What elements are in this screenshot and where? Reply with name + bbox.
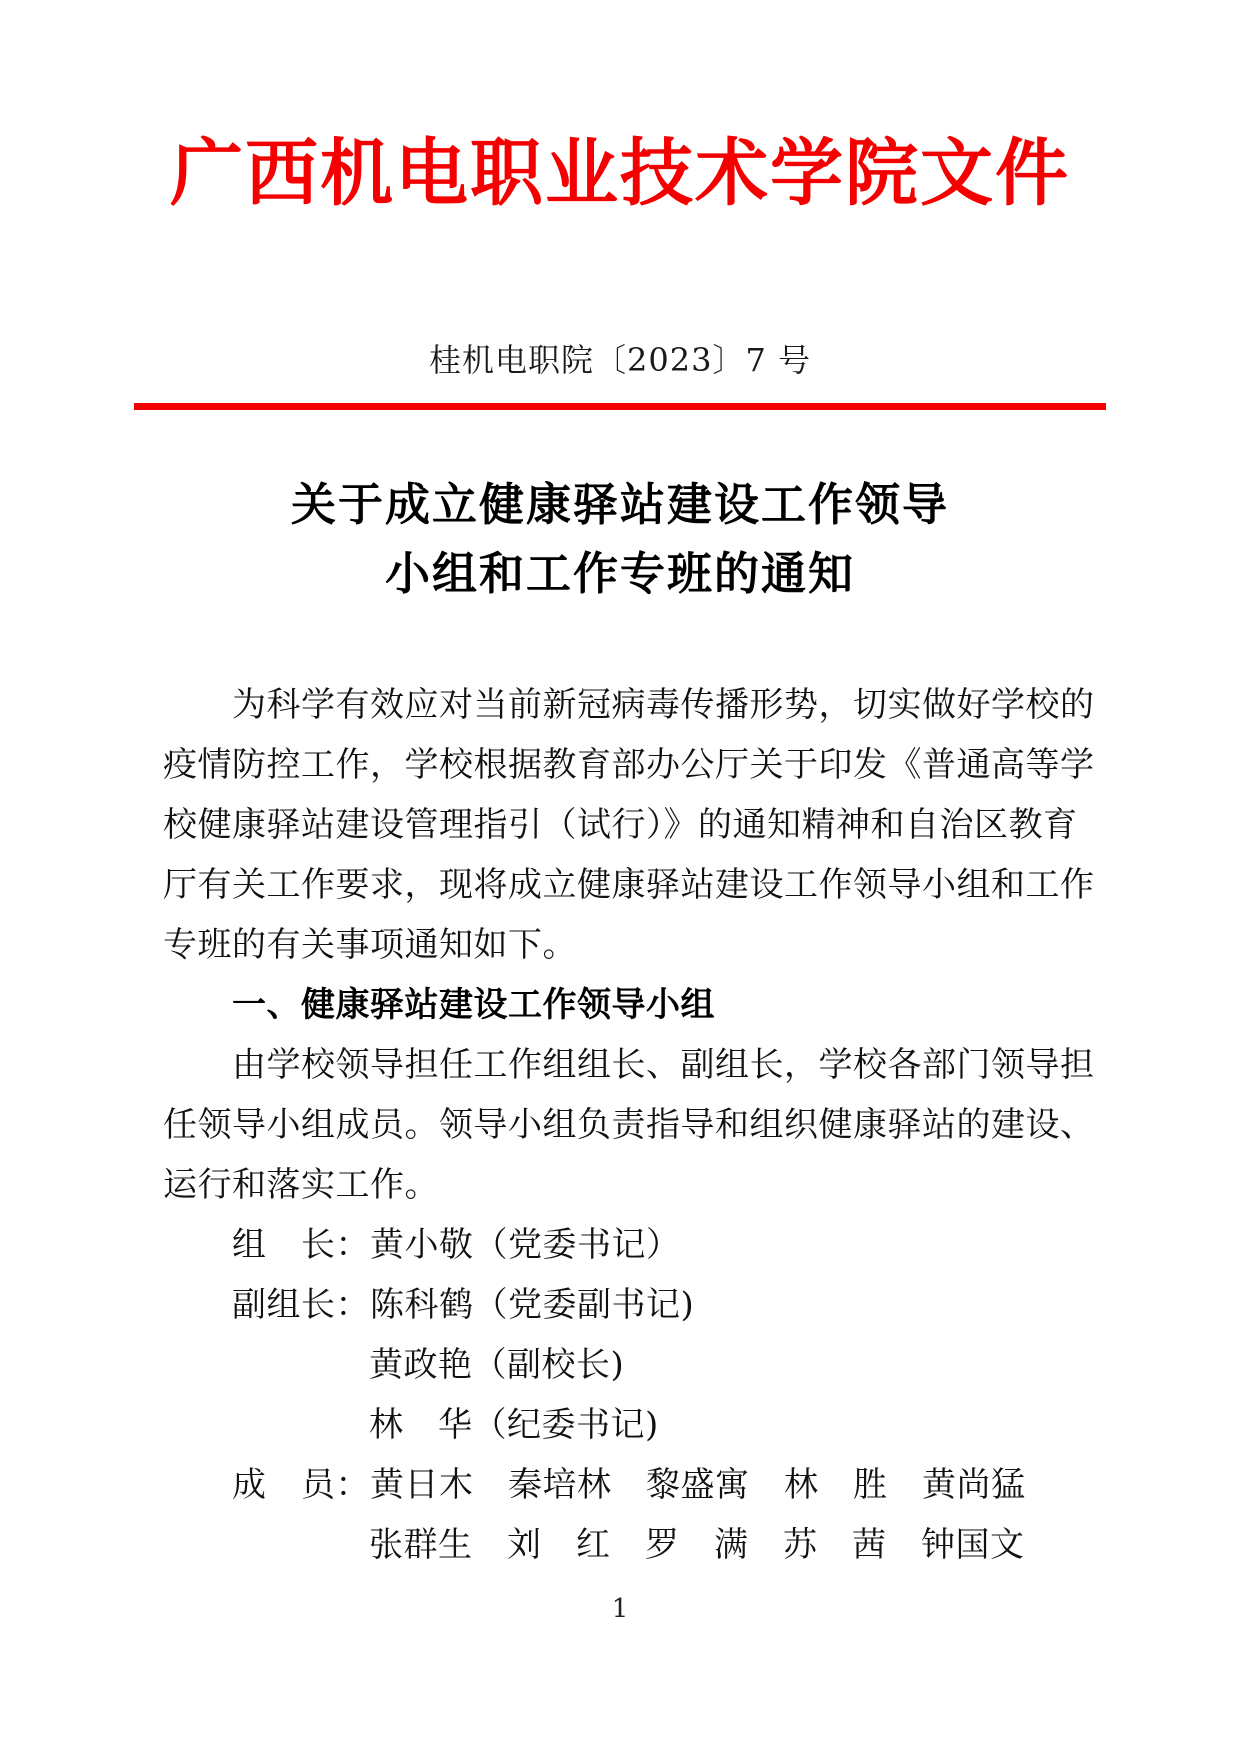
document-body	[163, 675, 1103, 1575]
role-line-deputy-cont: 黄政艳（副校长)	[369, 1345, 625, 1385]
document-number: 桂机电职院〔2023〕7 号	[429, 341, 811, 379]
role-line-deputy-leader: 副组长：陈科鹤（党委副书记)	[232, 1285, 695, 1325]
document-title-line2: 小组和工作专班的通知	[384, 547, 855, 600]
role-line-members-cont: 张群生 刘 红 罗 满 苏 茜 钟国文	[369, 1525, 1025, 1565]
body-line: 专班的有关事项通知如下。	[163, 925, 577, 965]
role-line-leader: 组 长：黄小敬（党委书记）	[232, 1225, 681, 1265]
body-line: 运行和落实工作。	[163, 1165, 439, 1205]
page-number: 1	[611, 1594, 629, 1624]
body-line: 疫情防控工作，学校根据教育部办公厅关于印发《普通高等学	[163, 745, 1095, 785]
red-divider-line	[134, 403, 1106, 410]
role-line-deputy-cont: 林 华（纪委书记)	[369, 1405, 659, 1445]
document-title-line1: 关于成立健康驿站建设工作领导	[290, 478, 949, 531]
body-line: 为科学有效应对当前新冠病毒传播形势，切实做好学校的	[232, 685, 1095, 725]
body-line: 校健康驿站建设管理指引（试行）》的通知精神和自治区教育	[163, 805, 1078, 845]
body-line: 由学校领导担任工作组组长、副组长，学校各部门领导担	[232, 1045, 1095, 1085]
document-title	[0, 470, 1240, 608]
role-line-members: 成 员：黄日木 秦培林 黎盛寓 林 胜 黄尚猛	[232, 1465, 1026, 1505]
body-line: 任领导小组成员。领导小组负责指导和组织健康驿站的建设、	[163, 1105, 1095, 1145]
body-line: 厅有关工作要求，现将成立健康驿站建设工作领导小组和工作	[163, 865, 1095, 905]
letterhead-title: 广西机电职业技术学院文件	[170, 130, 1070, 216]
section-heading: 一、健康驿站建设工作领导小组	[232, 985, 715, 1025]
